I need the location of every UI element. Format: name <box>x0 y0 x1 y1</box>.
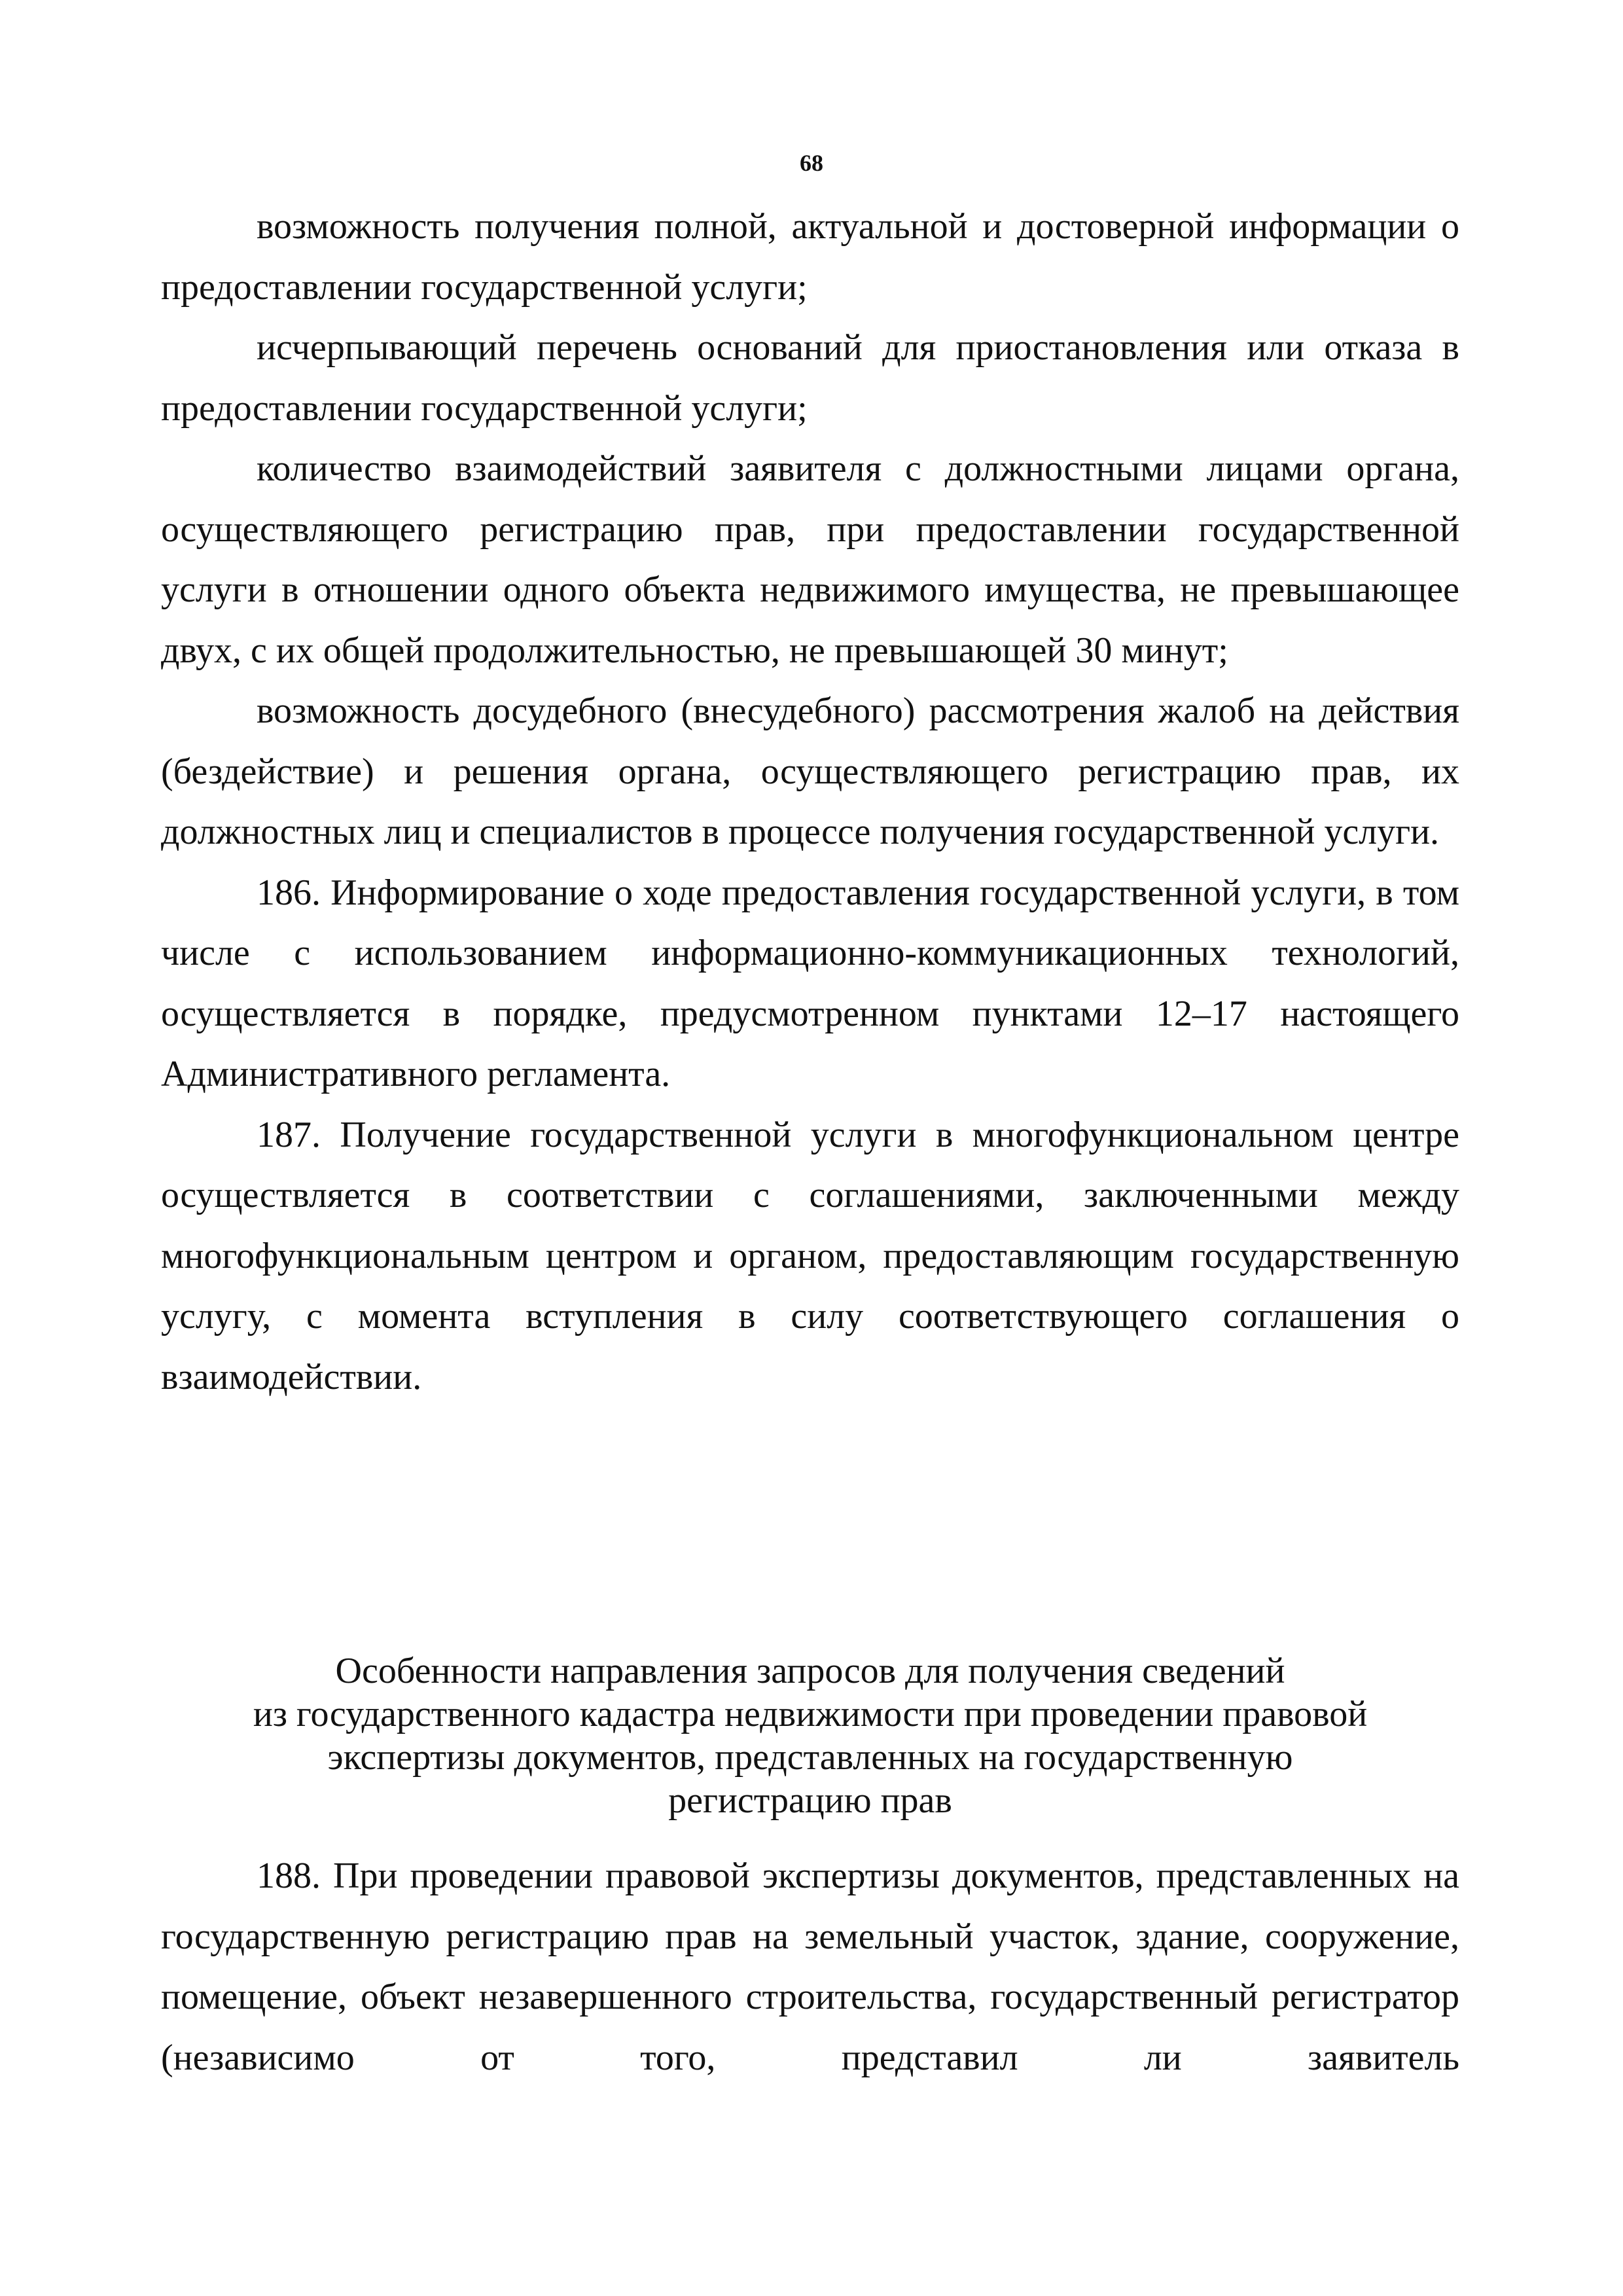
paragraph-187: 187. Получение государственной услуги в многофункциональном центре осуществляется в соответствии с соглашениями, заключенными между многофункциональным центром и органом, предоставляющим государственную услугу, с момента вступления в силу соответствующего соглашения о взаимодействии. <box>161 1114 1459 1397</box>
paragraph-188: 188. При проведении правовой экспертизы документов, представленных на государственную регистрацию прав на земельный участок, здание, сооружение, помещение, объект незавершенного строительства, государственный регистратор (независимо от того, представил ли заявитель <box>161 1856 1459 2078</box>
paragraph-info-availability: возможность получения полной, актуальной и достоверной информации о предоставлении государственной услуги; <box>161 206 1459 308</box>
paragraph-refusal-grounds: исчерпывающий перечень оснований для приостановления или отказа в предоставлении государственной услуги; <box>161 327 1459 429</box>
paragraph-186: 186. Информирование о ходе предоставления государственной услуги, в том числе с использованием информационно-коммуникационных технологий, осуществляется в порядке, предусмотренном пунктами 12–17 настоящего Административного регламента. <box>161 872 1459 1094</box>
paragraph-interactions-count: количество взаимодействий заявителя с должностными лицами органа, осуществляющего регистрацию прав, при предоставлении государственной услуги в отношении одного объекта недвижимого имущества, не превышающее двух, с их общей продолжительностью, не превышающей 30 минут; <box>161 448 1459 671</box>
section-body <box>161 1846 1459 2088</box>
section-heading-line: экспертизы документов, представленных на государственную <box>327 1737 1293 1778</box>
main-body <box>161 196 1459 1407</box>
section-heading <box>161 1649 1459 1822</box>
paragraph-appeal-possibility: возможность досудебного (внесудебного) рассмотрения жалоб на действия (бездействие) и решения органа, осуществляющего регистрацию прав, их должностных лиц и специалистов в процессе получения государственной услуги. <box>161 691 1459 852</box>
section-heading-line: Особенности направления запросов для получения сведений <box>335 1651 1285 1691</box>
section-heading-line: из государственного кадастра недвижимости при проведении правовой <box>253 1694 1368 1734</box>
page-number: 68 <box>800 150 823 176</box>
section-heading-line: регистрацию прав <box>668 1780 952 1821</box>
